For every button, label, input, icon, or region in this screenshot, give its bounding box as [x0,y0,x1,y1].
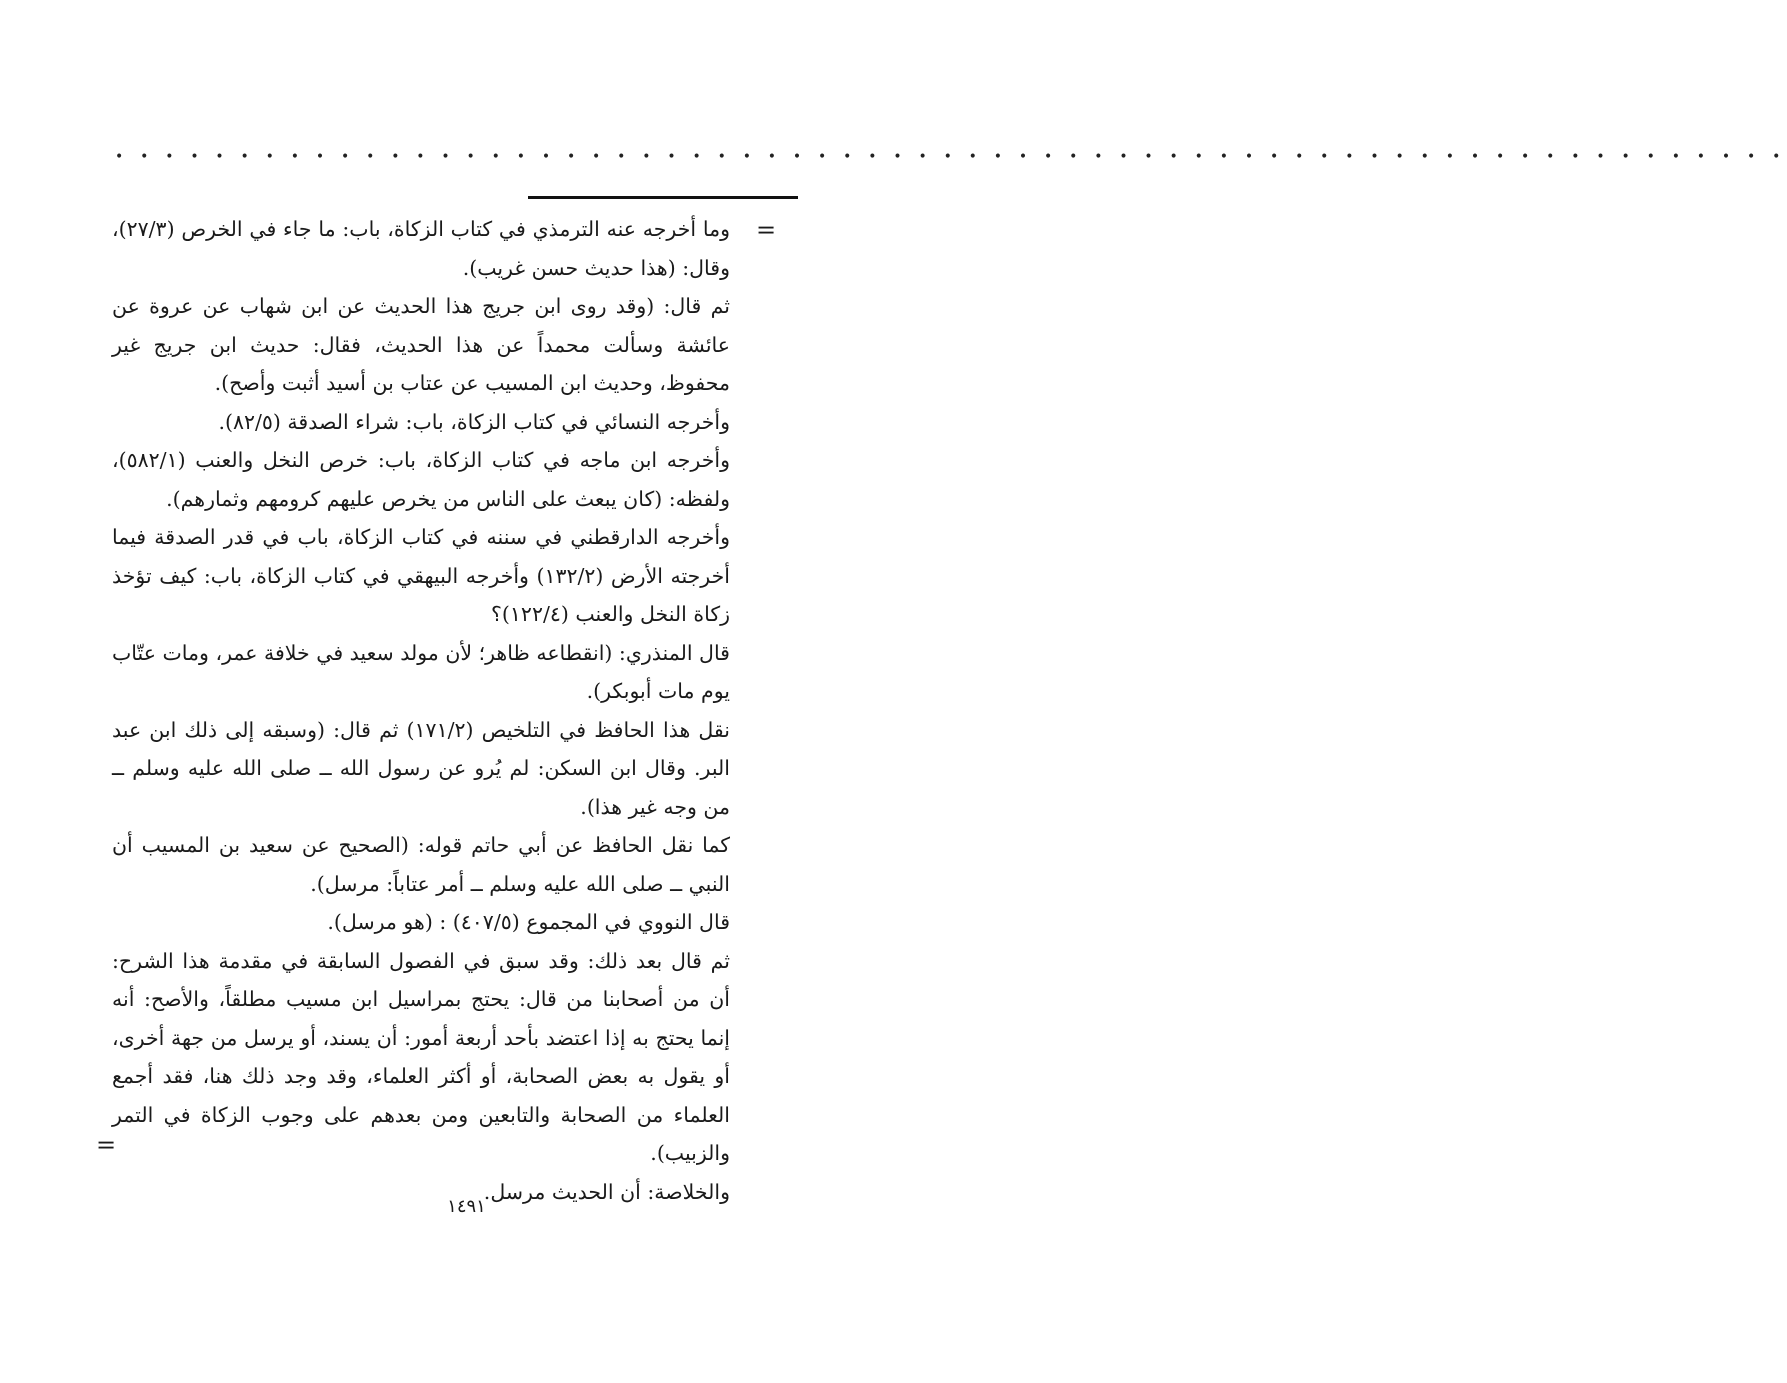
footnote-paragraph: وأخرجه النسائي في كتاب الزكاة، باب: شراء الصدقة (٨٢/٥). [218,409,730,434]
footnote-paragraph: وأخرجه ابن ماجه في كتاب الزكاة، باب: خرص النخل والعنب (٥٨٢/١)، ولفظه: (كان يبعث على الناس من يخرص عليهم كرومهم وثمارهم). [112,448,730,511]
footnote-paragraph: قال المنذري: (انقطاعه ظاهر؛ لأن مولد سعيد في خلافة عمر، ومات عتّاب يوم مات أبوبكر). [112,640,730,703]
footnote-paragraph: وأخرجه الدارقطني في سننه في كتاب الزكاة، باب في قدر الصدقة فيما أخرجته الأرض (١٣٢/٢) وأخرجه البيهقي في كتاب الزكاة، باب: كيف تؤخذ زكاة النخل والعنب (١٢٢/٤)؟ [112,525,730,626]
footnote-paragraph: كما نقل الحافظ عن أبي حاتم قوله: (الصحيح عن سعيد بن المسيب أن النبي ــ صلى الله عليه وسلم ــ أمر عتاباً: مرسل). [112,833,730,896]
footnote-paragraph: نقل هذا الحافظ في التلخيص (١٧١/٢) ثم قال: (وسبقه إلى ذلك ابن عبد البر. وقال ابن السكن: لم يُرو عن رسول الله ــ صلى الله عليه وسلم ــ من وجه غير هذا). [112,717,730,819]
continuation-mark-bottom: = [96,1131,117,1159]
footnote-paragraph: ثم قال: (وقد روى ابن جريج هذا الحديث عن ابن شهاب عن عروة عن عائشة وسألت محمداً عن هذا الحديث، فقال: حديث ابن جريج غير محفوظ، وحديث ابن المسيب عن عتاب بن أسيد أثبت وأصح). [112,294,730,395]
page-number: ١٤٩١ [447,1196,486,1217]
dotted-separator: • • • • • • • • • • • • • • • • • • • • • • • • • • • • • • • • • • • • • • • • • • • • • • • • • • • • • • • • • • • • • • • • • • • [115,149,1787,165]
footnote-paragraph: قال النووي في المجموع (٤٠٧/٥) : (هو مرسل). [327,910,730,934]
footnote-paragraph: والخلاصة: أن الحديث مرسل. [483,1179,730,1204]
footnote-paragraph: وما أخرجه عنه الترمذي في كتاب الزكاة، باب: ما جاء في الخرص (٢٧/٣)، وقال: (هذا حديث حسن غريب). [112,217,730,280]
footnote-rule [528,196,798,199]
continuation-mark-top: = [756,216,777,244]
footnote-paragraph: ثم قال بعد ذلك: وقد سبق في الفصول السابقة في مقدمة هذا الشرح: أن من أصحابنا من قال: يحتج بمراسيل ابن مسيب مطلقاً، والأصح: أنه إنما يحتج به إذا اعتضد بأحد أربعة أمور: أن يسند، أو يرسل من جهة أخرى، أو يقول به بعض الصحابة، أو أكثر العلماء، وقد وجد ذلك هنا، فقد أجمع العلماء من الصحابة والتابعين ومن بعدهم على وجوب الزكاة في التمر والزبيب). [112,948,730,1165]
footnote-text [112,210,730,1211]
